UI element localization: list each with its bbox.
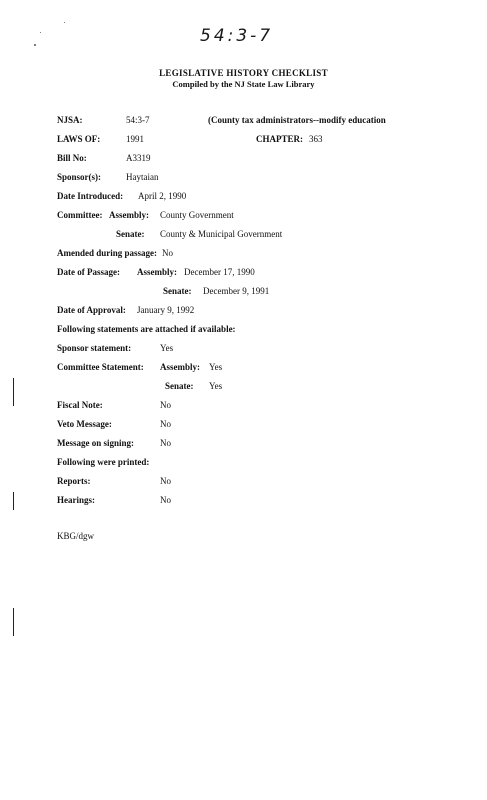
committee-assembly-label: Assembly: bbox=[109, 210, 149, 220]
reports-value: No bbox=[160, 476, 171, 486]
laws-of-value: 1991 bbox=[126, 134, 144, 144]
document-title: LEGISLATIVE HISTORY CHECKLIST bbox=[159, 68, 328, 78]
act-description: (County tax administrators--modify education bbox=[208, 115, 386, 125]
cs-assembly-label: Assembly: bbox=[160, 362, 200, 372]
following-attached-heading: Following statements are attached if available: bbox=[57, 324, 236, 334]
amended-value: No bbox=[162, 248, 173, 258]
date-introduced-value: April 2, 1990 bbox=[138, 191, 187, 201]
committee-assembly-value: County Government bbox=[160, 210, 234, 220]
date-approval-label: Date of Approval: bbox=[57, 305, 126, 315]
bill-no-label: Bill No: bbox=[57, 153, 87, 163]
committee-senate-label: Senate: bbox=[116, 229, 145, 239]
passage-senate-label: Senate: bbox=[163, 286, 192, 296]
scan-edge-mark bbox=[13, 378, 14, 406]
date-passage-label: Date of Passage: bbox=[57, 267, 120, 277]
passage-assembly-label: Assembly: bbox=[137, 267, 177, 277]
sponsor-statement-label: Sponsor statement: bbox=[57, 343, 132, 353]
hearings-value: No bbox=[160, 495, 171, 505]
chapter-value: 363 bbox=[309, 134, 323, 144]
laws-of-label: LAWS OF: bbox=[57, 134, 101, 144]
chapter-label: CHAPTER: bbox=[256, 134, 303, 144]
cs-senate-value: Yes bbox=[209, 381, 223, 391]
cs-senate-label: Senate: bbox=[165, 381, 194, 391]
scan-speck bbox=[34, 44, 36, 46]
passage-senate-value: December 9, 1991 bbox=[203, 286, 270, 296]
njsa-value: 54:3-7 bbox=[126, 115, 150, 125]
date-introduced-label: Date Introduced: bbox=[57, 191, 124, 201]
sponsor-value: Haytaian bbox=[126, 172, 159, 182]
fiscal-note-label: Fiscal Note: bbox=[57, 400, 103, 410]
message-signing-label: Message on signing: bbox=[57, 438, 135, 448]
scan-edge-mark bbox=[13, 608, 14, 636]
date-approval-value: January 9, 1992 bbox=[137, 305, 195, 315]
following-printed-heading: Following were printed: bbox=[57, 457, 150, 467]
reports-label: Reports: bbox=[57, 476, 91, 486]
amended-label: Amended during passage: bbox=[57, 248, 158, 258]
document-subtitle: Compiled by the NJ State Law Library bbox=[172, 79, 315, 89]
committee-senate-value: County & Municipal Government bbox=[160, 229, 283, 239]
compiler-initials: KBG/dgw bbox=[57, 531, 95, 541]
fiscal-note-value: No bbox=[160, 400, 171, 410]
veto-message-value: No bbox=[160, 419, 171, 429]
handwritten-citation: 54:3-7 bbox=[200, 26, 274, 46]
scan-speck bbox=[64, 22, 65, 23]
hearings-label: Hearings: bbox=[57, 495, 95, 505]
bill-no-value: A3319 bbox=[126, 153, 151, 163]
sponsor-label: Sponsor(s): bbox=[57, 172, 102, 182]
scan-speck bbox=[40, 32, 41, 33]
committee-statement-label: Committee Statement: bbox=[57, 362, 144, 372]
sponsor-statement-value: Yes bbox=[160, 343, 174, 353]
message-signing-value: No bbox=[160, 438, 171, 448]
committee-label: Committee: bbox=[57, 210, 103, 220]
cs-assembly-value: Yes bbox=[209, 362, 223, 372]
passage-assembly-value: December 17, 1990 bbox=[184, 267, 255, 277]
njsa-label: NJSA: bbox=[57, 115, 83, 125]
scan-edge-mark bbox=[13, 492, 14, 510]
veto-message-label: Veto Message: bbox=[57, 419, 112, 429]
